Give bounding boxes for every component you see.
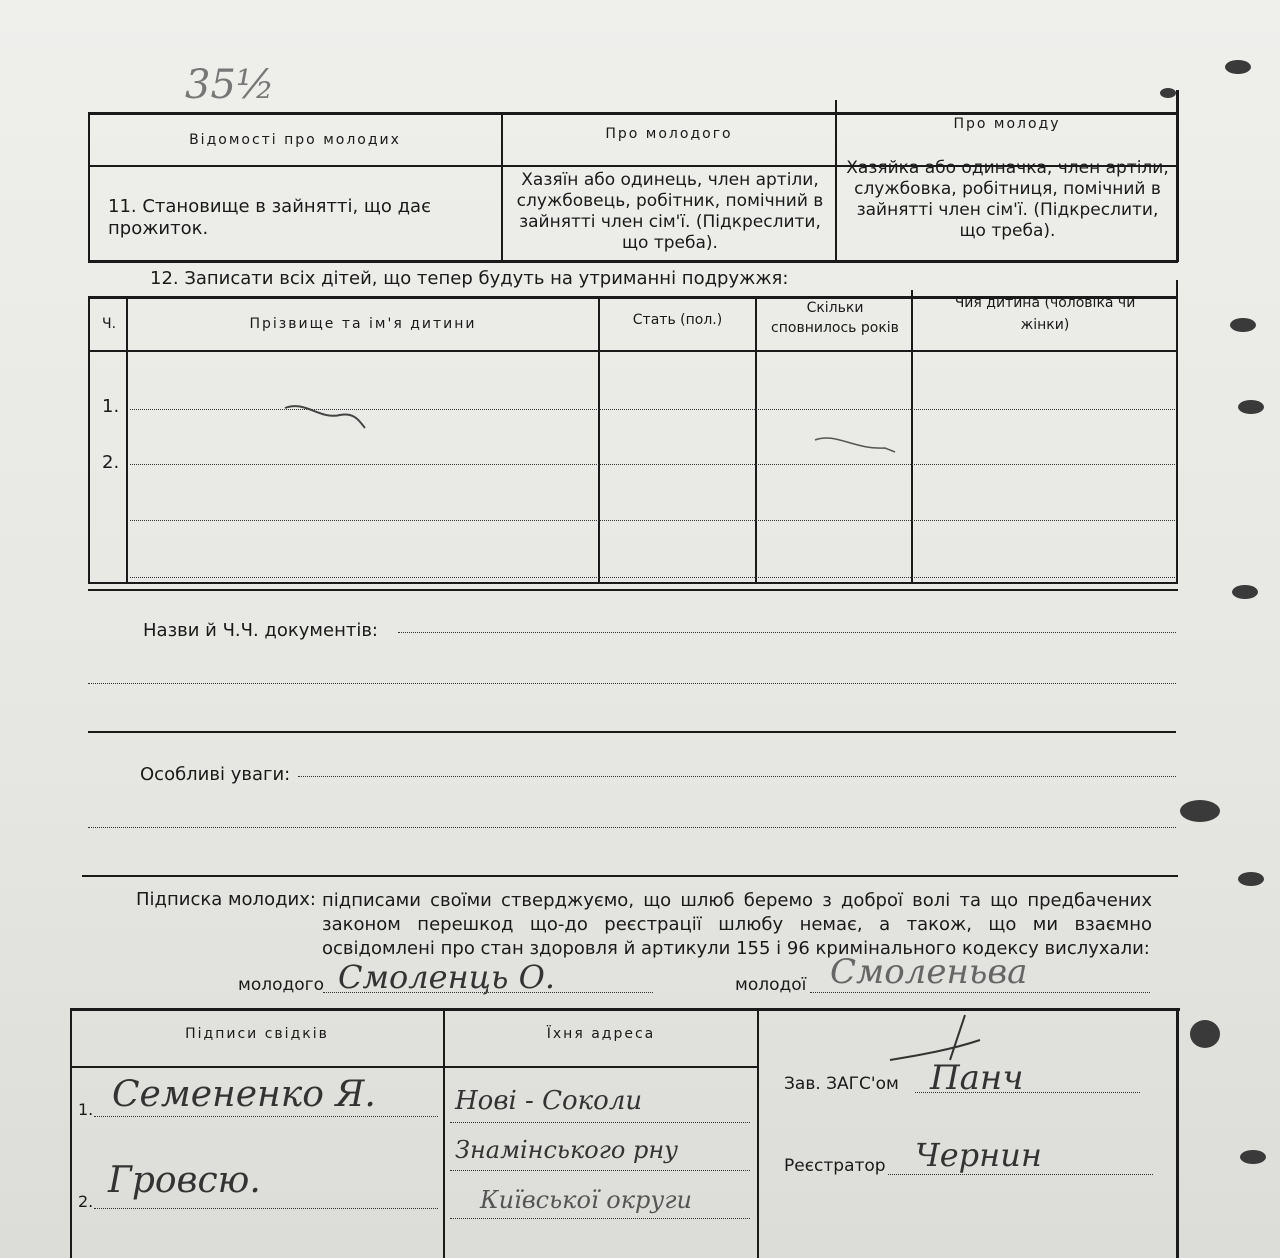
- dash-mark: [810, 430, 900, 460]
- witness-1-signature: Семененко Я.: [112, 1074, 376, 1115]
- declaration-text: підписами своїми стверджуємо, що шлюб беремо з доброї волі та що предбачених законом перешкод що-до реєстрації шлюбу немає, а також, що ми взаємно освідомлені про стан здоровля й артикули 155 і 96 кримінального кодексу вислухали:: [322, 890, 1152, 959]
- col-whose-header: Чия дитина (чоловіка чи жінки): [954, 295, 1136, 333]
- registrar-signature: Чернин: [915, 1136, 1042, 1174]
- declaration-label: Підписка молодих:: [136, 889, 316, 910]
- children-title: 12. Записати всіх дітей, що тепер будуть на утриманні подружжя:: [150, 268, 789, 289]
- remarks-label: Особливі уваги:: [140, 764, 291, 785]
- header-col-bride: Про молоду: [953, 116, 1061, 132]
- col-name-header: Прізвище та ім'я дитини: [249, 316, 477, 332]
- punch-hole: [1238, 400, 1264, 414]
- col-witness-address: Їхня адреса: [546, 1026, 656, 1042]
- punch-hole: [1180, 800, 1220, 822]
- dash-mark: [280, 400, 370, 440]
- bride-signature: Смоленьва: [830, 952, 1028, 992]
- punch-hole: [1225, 60, 1251, 74]
- witness-2-number: 2.: [78, 1192, 94, 1211]
- remarks-line: [298, 776, 1176, 777]
- registrar-label: Реєстратор: [784, 1156, 886, 1176]
- documents-line: [398, 632, 1176, 633]
- header-col-info: Відомості про молодих: [189, 132, 401, 148]
- witness-address-line-2: Знамінського рну: [455, 1136, 679, 1164]
- punch-hole: [1240, 1150, 1266, 1164]
- witness-1-number: 1.: [78, 1100, 94, 1119]
- groom-occupation: Хазяїн або одинець, член артіли, службовець, робітник, помічний в зайнятті член сім'ї. (Підкреслити, що треба).: [516, 170, 824, 253]
- punch-hole: [1160, 88, 1176, 98]
- col-no-header: Ч.: [101, 316, 117, 332]
- bride-occupation: Хазяйка або одиначка, член артіли, службовка, робітниця, помічний в зайнятті член сім'ї. (Підкреслити, що треба).: [846, 158, 1169, 241]
- witness-address-line-1: Нові - Соколи: [455, 1086, 643, 1116]
- punch-hole: [1190, 1020, 1220, 1048]
- head-zags-label: Зав. ЗАГС'ом: [784, 1074, 899, 1094]
- groom-signature: Смоленць О.: [338, 958, 555, 996]
- groom-sign-label: молодого: [238, 975, 324, 995]
- head-zags-signature: Панч: [930, 1058, 1024, 1098]
- row-occupation-label: 11. Становище в зайнятті, що дає прожиток.: [108, 196, 431, 239]
- header-col-groom: Про молодого: [605, 126, 733, 142]
- child-row-2-number: 2.: [102, 452, 120, 473]
- signature-flourish: [880, 1010, 1000, 1070]
- punch-hole: [1230, 318, 1256, 332]
- bride-sign-label: молодої: [735, 975, 807, 995]
- punch-hole: [1232, 585, 1258, 599]
- child-row-1-number: 1.: [102, 396, 120, 417]
- documents-line: [88, 683, 1176, 684]
- col-age-header: Скільки сповнилось років: [771, 300, 899, 336]
- witness-address-line-3: Київської округи: [480, 1186, 692, 1214]
- col-sex-header: Стать (пол.): [632, 312, 723, 328]
- remarks-line: [88, 827, 1176, 828]
- col-witness-sigs: Підписи свідків: [185, 1026, 329, 1042]
- punch-hole: [1238, 872, 1264, 886]
- witness-2-signature: Гровсю.: [108, 1160, 261, 1201]
- documents-label: Назви й Ч.Ч. документів:: [143, 620, 378, 641]
- archive-mark: 35½: [185, 62, 275, 108]
